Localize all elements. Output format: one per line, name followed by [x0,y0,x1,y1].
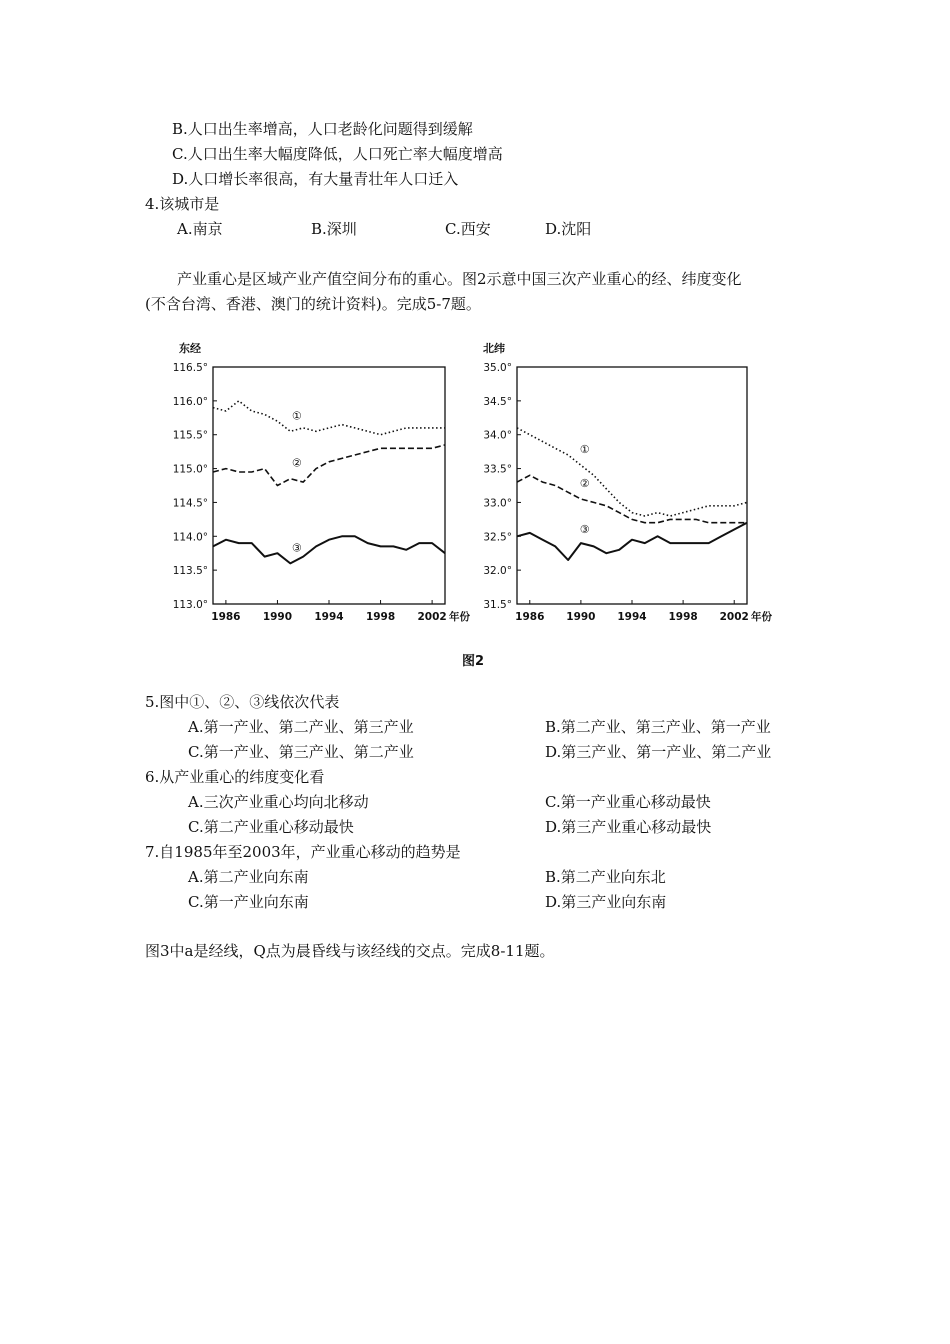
series-line-1 [213,401,445,435]
q5-option-b: B.第二产业、第三产业、第一产业 [545,718,771,736]
series-label-1: ① [291,409,302,423]
y-tick-label: 33.0° [483,497,512,510]
series-label-3: ③ [291,541,302,555]
x-tick-label: 2002 [719,611,749,623]
y-tick-label: 114.5° [172,497,208,510]
q5-option-d: D.第三产业、第一产业、第二产业 [545,743,772,761]
x-axis-label: 年份 [449,611,470,623]
series-line-1 [517,428,747,516]
q6-option-c1: C.第一产业重心移动最快 [545,793,711,811]
x-axis-label: 年份 [751,611,772,623]
y-tick-label: 35.0° [483,362,512,374]
series-line-3 [517,523,747,560]
longitude-chart [160,338,480,628]
series-label-2: ② [291,456,302,470]
x-tick-label: 1994 [617,611,647,623]
q7-stem: 7.自1985年至2003年，产业重心移动的趋势是 [145,843,461,861]
y-tick-label: 113.0° [172,599,208,611]
series-line-3 [213,536,445,563]
q5-option-a: A.第一产业、第二产业、第三产业 [188,718,414,736]
latitude-chart [480,338,790,628]
y-tick-label: 116.5° [172,362,208,374]
x-tick-label: 1986 [211,611,241,623]
q4-option-a: A.南京 [177,220,223,238]
series-line-2 [517,475,747,522]
x-tick-label: 1990 [566,611,596,623]
y-axis-label: 北纬 [483,342,505,355]
q7-option-b: B.第二产业向东北 [545,868,666,886]
q4-stem: 4.该城市是 [145,195,220,213]
y-tick-label: 115.0° [172,463,208,476]
q5-stem: 5.图中①、②、③线依次代表 [145,693,340,711]
intro-line-1: 产业重心是区域产业产值空间分布的重心。图2示意中国三次产业重心的经、纬度变化 [177,270,742,288]
q4-option-b: B.深圳 [311,220,357,238]
q6-stem: 6.从产业重心的纬度变化看 [145,768,325,786]
intro-line-2: (不含台湾、香港、澳门的统计资料)。完成5-7题。 [145,295,481,313]
y-tick-label: 115.5° [172,429,208,442]
q7-option-d: D.第三产业向东南 [545,893,667,911]
y-tick-label: 113.5° [172,565,208,578]
q3-option-b: B.人口出生率增高，人口老龄化问题得到缓解 [172,120,473,138]
q6-option-a: A.三次产业重心均向北移动 [188,793,369,811]
y-tick-label: 32.0° [483,565,512,578]
q5-option-c: C.第一产业、第三产业、第二产业 [188,743,414,761]
x-tick-label: 1994 [314,611,344,623]
series-label-3: ③ [579,523,590,537]
q3-option-c: C.人口出生率大幅度降低，人口死亡率大幅度增高 [172,145,503,163]
x-tick-label: 1998 [668,611,698,623]
x-tick-label: 1998 [365,611,396,623]
q3-option-d: D.人口增长率很高，有大量青壮年人口迁入 [172,170,459,188]
series-label-2: ② [579,477,590,491]
figure-caption: 图2 [462,654,485,669]
x-tick-label: 1990 [262,611,293,623]
plot-frame [213,367,445,604]
q7-option-c: C.第一产业向东南 [188,893,309,911]
y-tick-label: 34.0° [483,429,512,442]
y-tick-label: 32.5° [483,531,512,544]
y-tick-label: 116.0° [172,395,208,408]
y-tick-label: 114.0° [172,531,208,544]
q6-option-d: D.第三产业重心移动最快 [545,818,712,836]
q4-option-c: C.西安 [445,220,491,238]
series-line-2 [213,445,445,486]
q4-option-d: D.沈阳 [545,220,592,238]
fig3-intro: 图3中a是经线，Q点为晨昏线与该经线的交点。完成8-11题。 [145,942,555,960]
y-tick-label: 33.5° [483,463,512,476]
q7-option-a: A.第二产业向东南 [188,868,309,886]
y-tick-label: 34.5° [483,395,512,408]
plot-frame [517,367,747,604]
x-tick-label: 2002 [417,611,447,623]
x-tick-label: 1986 [515,611,545,623]
y-axis-label: 东经 [179,342,201,355]
q6-option-c2: C.第二产业重心移动最快 [188,818,354,836]
y-tick-label: 31.5° [483,599,512,611]
series-label-1: ① [579,443,590,457]
